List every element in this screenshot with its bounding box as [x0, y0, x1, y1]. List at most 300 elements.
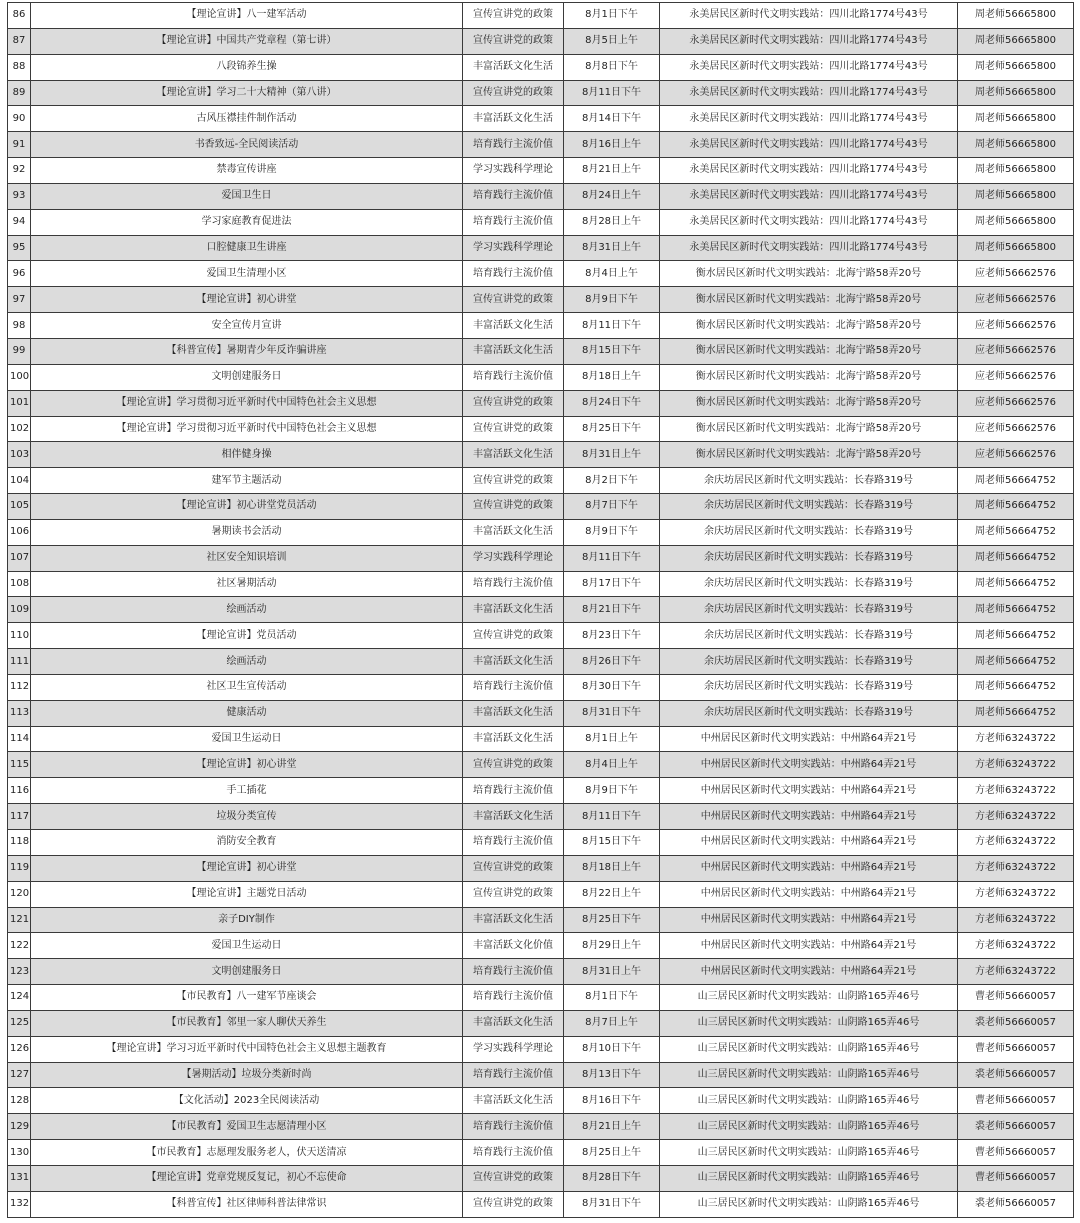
contact-cell: 周老师56664752: [958, 623, 1074, 649]
contact-cell: 曹老师56660057: [958, 1140, 1074, 1166]
table-row: [8, 442, 1074, 468]
time-cell: 8月25日下午: [564, 416, 660, 442]
row-number-cell: 126: [8, 1036, 31, 1062]
time-cell: 8月24日上午: [564, 183, 660, 209]
row-number-cell: 93: [8, 183, 31, 209]
row-number-cell: 91: [8, 132, 31, 158]
table-row: [8, 830, 1074, 856]
table-row: [8, 364, 1074, 390]
time-cell: 8月5日上午: [564, 28, 660, 54]
contact-cell: 周老师56665800: [958, 209, 1074, 235]
category-cell: 宣传宣讲党的政策: [463, 416, 564, 442]
location-cell: 永美居民区新时代文明实践站：四川北路1774号43号: [660, 54, 958, 80]
table-row: [8, 313, 1074, 339]
contact-cell: 方老师63243722: [958, 881, 1074, 907]
contact-cell: 周老师56665800: [958, 183, 1074, 209]
contact-cell: 应老师56662576: [958, 313, 1074, 339]
row-number-cell: 131: [8, 1165, 31, 1191]
row-number-cell: 95: [8, 235, 31, 261]
contact-cell: 方老师63243722: [958, 855, 1074, 881]
row-number-cell: 96: [8, 261, 31, 287]
activity-name-cell: 垃圾分类宣传: [31, 804, 463, 830]
activity-name-cell: 社区暑期活动: [31, 571, 463, 597]
activity-name-cell: 学习家庭教育促进法: [31, 209, 463, 235]
table-row: [8, 158, 1074, 184]
row-number-cell: 112: [8, 674, 31, 700]
activity-name-cell: 绘画活动: [31, 649, 463, 675]
location-cell: 山三居民区新时代文明实践站：山阴路165弄46号: [660, 1010, 958, 1036]
row-number-cell: 101: [8, 390, 31, 416]
row-number-cell: 87: [8, 28, 31, 54]
activity-name-cell: 文明创建服务日: [31, 959, 463, 985]
category-cell: 宣传宣讲党的政策: [463, 881, 564, 907]
category-cell: 培育践行主流价值: [463, 209, 564, 235]
time-cell: 8月7日下午: [564, 494, 660, 520]
activity-name-cell: 古风压襟挂件制作活动: [31, 106, 463, 132]
activity-name-cell: 【市民教育】邻里一家人聊伏天养生: [31, 1010, 463, 1036]
category-cell: 宣传宣讲党的政策: [463, 752, 564, 778]
category-cell: 宣传宣讲党的政策: [463, 855, 564, 881]
activity-name-cell: 【理论宣讲】学习贯彻习近平新时代中国特色社会主义思想: [31, 416, 463, 442]
contact-cell: 曹老师56660057: [958, 1088, 1074, 1114]
location-cell: 余庆坊居民区新时代文明实践站：长春路319号: [660, 545, 958, 571]
table-row: [8, 804, 1074, 830]
table-row: [8, 545, 1074, 571]
time-cell: 8月7日上午: [564, 1010, 660, 1036]
location-cell: 永美居民区新时代文明实践站：四川北路1774号43号: [660, 3, 958, 29]
location-cell: 中州居民区新时代文明实践站：中州路64弄21号: [660, 778, 958, 804]
contact-cell: 应老师56662576: [958, 338, 1074, 364]
time-cell: 8月9日下午: [564, 287, 660, 313]
activity-name-cell: 消防安全教育: [31, 830, 463, 856]
location-cell: 衡水居民区新时代文明实践站：北海宁路58弄20号: [660, 416, 958, 442]
time-cell: 8月25日下午: [564, 907, 660, 933]
table-row: [8, 28, 1074, 54]
time-cell: 8月10日下午: [564, 1036, 660, 1062]
contact-cell: 曹老师56660057: [958, 1165, 1074, 1191]
activity-name-cell: 亲子DIY制作: [31, 907, 463, 933]
category-cell: 学习实践科学理论: [463, 1036, 564, 1062]
contact-cell: 方老师63243722: [958, 907, 1074, 933]
table-row: [8, 571, 1074, 597]
location-cell: 永美居民区新时代文明实践站：四川北路1774号43号: [660, 106, 958, 132]
time-cell: 8月9日下午: [564, 519, 660, 545]
time-cell: 8月31日上午: [564, 235, 660, 261]
activity-name-cell: 八段锦养生操: [31, 54, 463, 80]
category-cell: 宣传宣讲党的政策: [463, 494, 564, 520]
location-cell: 中州居民区新时代文明实践站：中州路64弄21号: [660, 804, 958, 830]
location-cell: 山三居民区新时代文明实践站：山阴路165弄46号: [660, 1062, 958, 1088]
time-cell: 8月9日下午: [564, 778, 660, 804]
activity-name-cell: 口腔健康卫生讲座: [31, 235, 463, 261]
contact-cell: 周老师56665800: [958, 235, 1074, 261]
location-cell: 山三居民区新时代文明实践站：山阴路165弄46号: [660, 1114, 958, 1140]
contact-cell: 裘老师56660057: [958, 1191, 1074, 1217]
time-cell: 8月1日下午: [564, 3, 660, 29]
time-cell: 8月11日下午: [564, 545, 660, 571]
activity-name-cell: 书香致远-全民阅读活动: [31, 132, 463, 158]
time-cell: 8月21日上午: [564, 1114, 660, 1140]
table-row: [8, 778, 1074, 804]
table-row: [8, 1165, 1074, 1191]
category-cell: 丰富活跃文化生活: [463, 804, 564, 830]
row-number-cell: 86: [8, 3, 31, 29]
activity-name-cell: 社区卫生宣传活动: [31, 674, 463, 700]
table-row: [8, 700, 1074, 726]
time-cell: 8月11日下午: [564, 313, 660, 339]
category-cell: 培育践行主流价值: [463, 1140, 564, 1166]
activity-name-cell: 【理论宣讲】中国共产党章程（第七讲）: [31, 28, 463, 54]
time-cell: 8月15日下午: [564, 338, 660, 364]
location-cell: 衡水居民区新时代文明实践站：北海宁路58弄20号: [660, 313, 958, 339]
contact-cell: 方老师63243722: [958, 752, 1074, 778]
category-cell: 丰富活跃文化生活: [463, 700, 564, 726]
category-cell: 培育践行主流价值: [463, 364, 564, 390]
activity-name-cell: 文明创建服务日: [31, 364, 463, 390]
category-cell: 丰富活跃文化生活: [463, 519, 564, 545]
contact-cell: 曹老师56660057: [958, 985, 1074, 1011]
location-cell: 中州居民区新时代文明实践站：中州路64弄21号: [660, 752, 958, 778]
contact-cell: 方老师63243722: [958, 933, 1074, 959]
row-number-cell: 88: [8, 54, 31, 80]
time-cell: 8月29日上午: [564, 933, 660, 959]
location-cell: 中州居民区新时代文明实践站：中州路64弄21号: [660, 830, 958, 856]
activity-name-cell: 暑期读书会活动: [31, 519, 463, 545]
contact-cell: 应老师56662576: [958, 261, 1074, 287]
row-number-cell: 113: [8, 700, 31, 726]
table-row: [8, 494, 1074, 520]
activity-name-cell: 【理论宣讲】党员活动: [31, 623, 463, 649]
row-number-cell: 122: [8, 933, 31, 959]
location-cell: 衡水居民区新时代文明实践站：北海宁路58弄20号: [660, 442, 958, 468]
category-cell: 学习实践科学理论: [463, 235, 564, 261]
contact-cell: 裘老师56660057: [958, 1114, 1074, 1140]
location-cell: 余庆坊居民区新时代文明实践站：长春路319号: [660, 468, 958, 494]
contact-cell: 周老师56664752: [958, 468, 1074, 494]
location-cell: 余庆坊居民区新时代文明实践站：长春路319号: [660, 571, 958, 597]
activity-name-cell: 【理论宣讲】学习二十大精神（第八讲）: [31, 80, 463, 106]
time-cell: 8月15日下午: [564, 830, 660, 856]
contact-cell: 方老师63243722: [958, 778, 1074, 804]
contact-cell: 周老师56664752: [958, 674, 1074, 700]
row-number-cell: 120: [8, 881, 31, 907]
row-number-cell: 116: [8, 778, 31, 804]
location-cell: 余庆坊居民区新时代文明实践站：长春路319号: [660, 700, 958, 726]
table-row: [8, 881, 1074, 907]
contact-cell: 周老师56665800: [958, 80, 1074, 106]
location-cell: 中州居民区新时代文明实践站：中州路64弄21号: [660, 855, 958, 881]
table-row: [8, 1191, 1074, 1217]
contact-cell: 周老师56664752: [958, 571, 1074, 597]
category-cell: 丰富活跃文化生活: [463, 54, 564, 80]
row-number-cell: 127: [8, 1062, 31, 1088]
category-cell: 宣传宣讲党的政策: [463, 3, 564, 29]
row-number-cell: 128: [8, 1088, 31, 1114]
location-cell: 永美居民区新时代文明实践站：四川北路1774号43号: [660, 183, 958, 209]
location-cell: 山三居民区新时代文明实践站：山阴路165弄46号: [660, 1140, 958, 1166]
time-cell: 8月11日下午: [564, 804, 660, 830]
activity-name-cell: 【理论宣讲】学习习近平新时代中国特色社会主义思想主题教育: [31, 1036, 463, 1062]
location-cell: 山三居民区新时代文明实践站：山阴路165弄46号: [660, 1165, 958, 1191]
table-row: [8, 1114, 1074, 1140]
table-row: [8, 1036, 1074, 1062]
category-cell: 宣传宣讲党的政策: [463, 468, 564, 494]
time-cell: 8月8日下午: [564, 54, 660, 80]
category-cell: 培育践行主流价值: [463, 571, 564, 597]
contact-cell: 裘老师56660057: [958, 1010, 1074, 1036]
category-cell: 丰富活跃文化生活: [463, 442, 564, 468]
row-number-cell: 132: [8, 1191, 31, 1217]
category-cell: 培育践行主流价值: [463, 985, 564, 1011]
category-cell: 培育践行主流价值: [463, 778, 564, 804]
table-row: [8, 468, 1074, 494]
table-row: [8, 132, 1074, 158]
category-cell: 丰富活跃文化生活: [463, 726, 564, 752]
activity-name-cell: 【理论宣讲】初心讲堂: [31, 752, 463, 778]
activity-name-cell: 【市民教育】八一建军节座谈会: [31, 985, 463, 1011]
table-row: [8, 985, 1074, 1011]
row-number-cell: 102: [8, 416, 31, 442]
category-cell: 丰富活跃文化生活: [463, 1088, 564, 1114]
activity-name-cell: 绘画活动: [31, 597, 463, 623]
activity-name-cell: 建军节主题活动: [31, 468, 463, 494]
category-cell: 学习实践科学理论: [463, 158, 564, 184]
row-number-cell: 115: [8, 752, 31, 778]
time-cell: 8月28日上午: [564, 209, 660, 235]
row-number-cell: 110: [8, 623, 31, 649]
location-cell: 余庆坊居民区新时代文明实践站：长春路319号: [660, 649, 958, 675]
category-cell: 培育践行主流价值: [463, 830, 564, 856]
time-cell: 8月23日下午: [564, 623, 660, 649]
time-cell: 8月13日下午: [564, 1062, 660, 1088]
activity-name-cell: 手工插花: [31, 778, 463, 804]
time-cell: 8月16日上午: [564, 132, 660, 158]
location-cell: 余庆坊居民区新时代文明实践站：长春路319号: [660, 623, 958, 649]
row-number-cell: 118: [8, 830, 31, 856]
row-number-cell: 114: [8, 726, 31, 752]
contact-cell: 应老师56662576: [958, 364, 1074, 390]
contact-cell: 周老师56665800: [958, 54, 1074, 80]
location-cell: 山三居民区新时代文明实践站：山阴路165弄46号: [660, 1191, 958, 1217]
time-cell: 8月2日下午: [564, 468, 660, 494]
contact-cell: 周老师56665800: [958, 158, 1074, 184]
location-cell: 中州居民区新时代文明实践站：中州路64弄21号: [660, 907, 958, 933]
time-cell: 8月16日下午: [564, 1088, 660, 1114]
time-cell: 8月21日下午: [564, 597, 660, 623]
activity-name-cell: 【科普宣传】暑期青少年反诈骗讲座: [31, 338, 463, 364]
time-cell: 8月31日下午: [564, 1191, 660, 1217]
location-cell: 中州居民区新时代文明实践站：中州路64弄21号: [660, 726, 958, 752]
table-row: [8, 674, 1074, 700]
location-cell: 衡水居民区新时代文明实践站：北海宁路58弄20号: [660, 287, 958, 313]
activity-schedule-table: [7, 2, 1074, 1218]
row-number-cell: 103: [8, 442, 31, 468]
contact-cell: 曹老师56660057: [958, 1036, 1074, 1062]
time-cell: 8月11日下午: [564, 80, 660, 106]
table-row: [8, 261, 1074, 287]
row-number-cell: 89: [8, 80, 31, 106]
time-cell: 8月31日下午: [564, 700, 660, 726]
row-number-cell: 98: [8, 313, 31, 339]
activity-name-cell: 【市民教育】爱国卫生志愿清理小区: [31, 1114, 463, 1140]
contact-cell: 应老师56662576: [958, 416, 1074, 442]
table-row: [8, 933, 1074, 959]
time-cell: 8月1日下午: [564, 985, 660, 1011]
table-row: [8, 959, 1074, 985]
time-cell: 8月17日下午: [564, 571, 660, 597]
activity-schedule-sheet: [7, 2, 1073, 1218]
activity-name-cell: 【理论宣讲】初心讲堂: [31, 855, 463, 881]
location-cell: 永美居民区新时代文明实践站：四川北路1774号43号: [660, 132, 958, 158]
location-cell: 衡水居民区新时代文明实践站：北海宁路58弄20号: [660, 390, 958, 416]
row-number-cell: 124: [8, 985, 31, 1011]
category-cell: 培育践行主流价值: [463, 674, 564, 700]
category-cell: 宣传宣讲党的政策: [463, 1191, 564, 1217]
row-number-cell: 104: [8, 468, 31, 494]
activity-name-cell: 爱国卫生运动日: [31, 933, 463, 959]
row-number-cell: 94: [8, 209, 31, 235]
table-row: [8, 183, 1074, 209]
location-cell: 余庆坊居民区新时代文明实践站：长春路319号: [660, 597, 958, 623]
time-cell: 8月31日上午: [564, 442, 660, 468]
category-cell: 宣传宣讲党的政策: [463, 287, 564, 313]
contact-cell: 周老师56665800: [958, 132, 1074, 158]
table-row: [8, 726, 1074, 752]
category-cell: 丰富活跃文化生活: [463, 1010, 564, 1036]
category-cell: 丰富活跃文化生活: [463, 313, 564, 339]
category-cell: 宣传宣讲党的政策: [463, 390, 564, 416]
location-cell: 永美居民区新时代文明实践站：四川北路1774号43号: [660, 158, 958, 184]
contact-cell: 周老师56664752: [958, 700, 1074, 726]
category-cell: 培育践行主流价值: [463, 132, 564, 158]
location-cell: 衡水居民区新时代文明实践站：北海宁路58弄20号: [660, 338, 958, 364]
table-row: [8, 1088, 1074, 1114]
time-cell: 8月4日上午: [564, 752, 660, 778]
contact-cell: 方老师63243722: [958, 804, 1074, 830]
contact-cell: 应老师56662576: [958, 287, 1074, 313]
time-cell: 8月24日下午: [564, 390, 660, 416]
table-row: [8, 209, 1074, 235]
contact-cell: 周老师56665800: [958, 106, 1074, 132]
contact-cell: 周老师56664752: [958, 519, 1074, 545]
activity-name-cell: 【理论宣讲】八一建军活动: [31, 3, 463, 29]
row-number-cell: 99: [8, 338, 31, 364]
table-row: [8, 106, 1074, 132]
table-row: [8, 752, 1074, 778]
location-cell: 衡水居民区新时代文明实践站：北海宁路58弄20号: [660, 364, 958, 390]
activity-name-cell: 【科普宣传】社区律师科普法律常识: [31, 1191, 463, 1217]
contact-cell: 裘老师56660057: [958, 1062, 1074, 1088]
category-cell: 丰富活跃文化生活: [463, 338, 564, 364]
time-cell: 8月22日上午: [564, 881, 660, 907]
location-cell: 山三居民区新时代文明实践站：山阴路165弄46号: [660, 1088, 958, 1114]
location-cell: 余庆坊居民区新时代文明实践站：长春路319号: [660, 494, 958, 520]
location-cell: 余庆坊居民区新时代文明实践站：长春路319号: [660, 519, 958, 545]
category-cell: 培育践行主流价值: [463, 1114, 564, 1140]
activity-name-cell: 【理论宣讲】初心讲堂: [31, 287, 463, 313]
row-number-cell: 90: [8, 106, 31, 132]
table-row: [8, 1140, 1074, 1166]
row-number-cell: 92: [8, 158, 31, 184]
activity-name-cell: 爱国卫生清理小区: [31, 261, 463, 287]
location-cell: 山三居民区新时代文明实践站：山阴路165弄46号: [660, 1036, 958, 1062]
contact-cell: 方老师63243722: [958, 726, 1074, 752]
row-number-cell: 109: [8, 597, 31, 623]
row-number-cell: 119: [8, 855, 31, 881]
category-cell: 宣传宣讲党的政策: [463, 623, 564, 649]
location-cell: 中州居民区新时代文明实践站：中州路64弄21号: [660, 933, 958, 959]
location-cell: 永美居民区新时代文明实践站：四川北路1774号43号: [660, 209, 958, 235]
location-cell: 永美居民区新时代文明实践站：四川北路1774号43号: [660, 235, 958, 261]
table-row: [8, 649, 1074, 675]
contact-cell: 方老师63243722: [958, 830, 1074, 856]
table-row: [8, 54, 1074, 80]
time-cell: 8月21日上午: [564, 158, 660, 184]
contact-cell: 周老师56664752: [958, 494, 1074, 520]
contact-cell: 周老师56664752: [958, 545, 1074, 571]
category-cell: 丰富活跃文化生活: [463, 907, 564, 933]
row-number-cell: 130: [8, 1140, 31, 1166]
time-cell: 8月18日上午: [564, 364, 660, 390]
table-row: [8, 907, 1074, 933]
table-row: [8, 1062, 1074, 1088]
row-number-cell: 129: [8, 1114, 31, 1140]
table-row: [8, 623, 1074, 649]
row-number-cell: 100: [8, 364, 31, 390]
activity-name-cell: 禁毒宣传讲座: [31, 158, 463, 184]
location-cell: 中州居民区新时代文明实践站：中州路64弄21号: [660, 881, 958, 907]
category-cell: 丰富活跃文化生活: [463, 106, 564, 132]
row-number-cell: 97: [8, 287, 31, 313]
activity-name-cell: 爱国卫生日: [31, 183, 463, 209]
location-cell: 永美居民区新时代文明实践站：四川北路1774号43号: [660, 80, 958, 106]
activity-name-cell: 健康活动: [31, 700, 463, 726]
category-cell: 培育践行主流价值: [463, 1062, 564, 1088]
location-cell: 永美居民区新时代文明实践站：四川北路1774号43号: [660, 28, 958, 54]
table-row: [8, 597, 1074, 623]
time-cell: 8月31日上午: [564, 959, 660, 985]
row-number-cell: 111: [8, 649, 31, 675]
table-row: [8, 287, 1074, 313]
time-cell: 8月4日上午: [564, 261, 660, 287]
row-number-cell: 117: [8, 804, 31, 830]
row-number-cell: 123: [8, 959, 31, 985]
table-row: [8, 1010, 1074, 1036]
category-cell: 宣传宣讲党的政策: [463, 80, 564, 106]
activity-name-cell: 社区安全知识培训: [31, 545, 463, 571]
category-cell: 丰富活跃文化生活: [463, 649, 564, 675]
activity-name-cell: 【市民教育】志愿理发服务老人，伏天送清凉: [31, 1140, 463, 1166]
table-row: [8, 416, 1074, 442]
activity-name-cell: 相伴健身操: [31, 442, 463, 468]
contact-cell: 周老师56664752: [958, 597, 1074, 623]
table-row: [8, 3, 1074, 29]
location-cell: 中州居民区新时代文明实践站：中州路64弄21号: [660, 959, 958, 985]
row-number-cell: 106: [8, 519, 31, 545]
row-number-cell: 121: [8, 907, 31, 933]
location-cell: 余庆坊居民区新时代文明实践站：长春路319号: [660, 674, 958, 700]
table-body: [8, 3, 1074, 1218]
table-row: [8, 390, 1074, 416]
table-row: [8, 338, 1074, 364]
activity-name-cell: 【理论宣讲】主题党日活动: [31, 881, 463, 907]
activity-name-cell: 【理论宣讲】学习贯彻习近平新时代中国特色社会主义思想: [31, 390, 463, 416]
location-cell: 衡水居民区新时代文明实践站：北海宁路58弄20号: [660, 261, 958, 287]
contact-cell: 周老师56665800: [958, 28, 1074, 54]
time-cell: 8月14日下午: [564, 106, 660, 132]
category-cell: 丰富活跃文化生活: [463, 597, 564, 623]
time-cell: 8月25日上午: [564, 1140, 660, 1166]
